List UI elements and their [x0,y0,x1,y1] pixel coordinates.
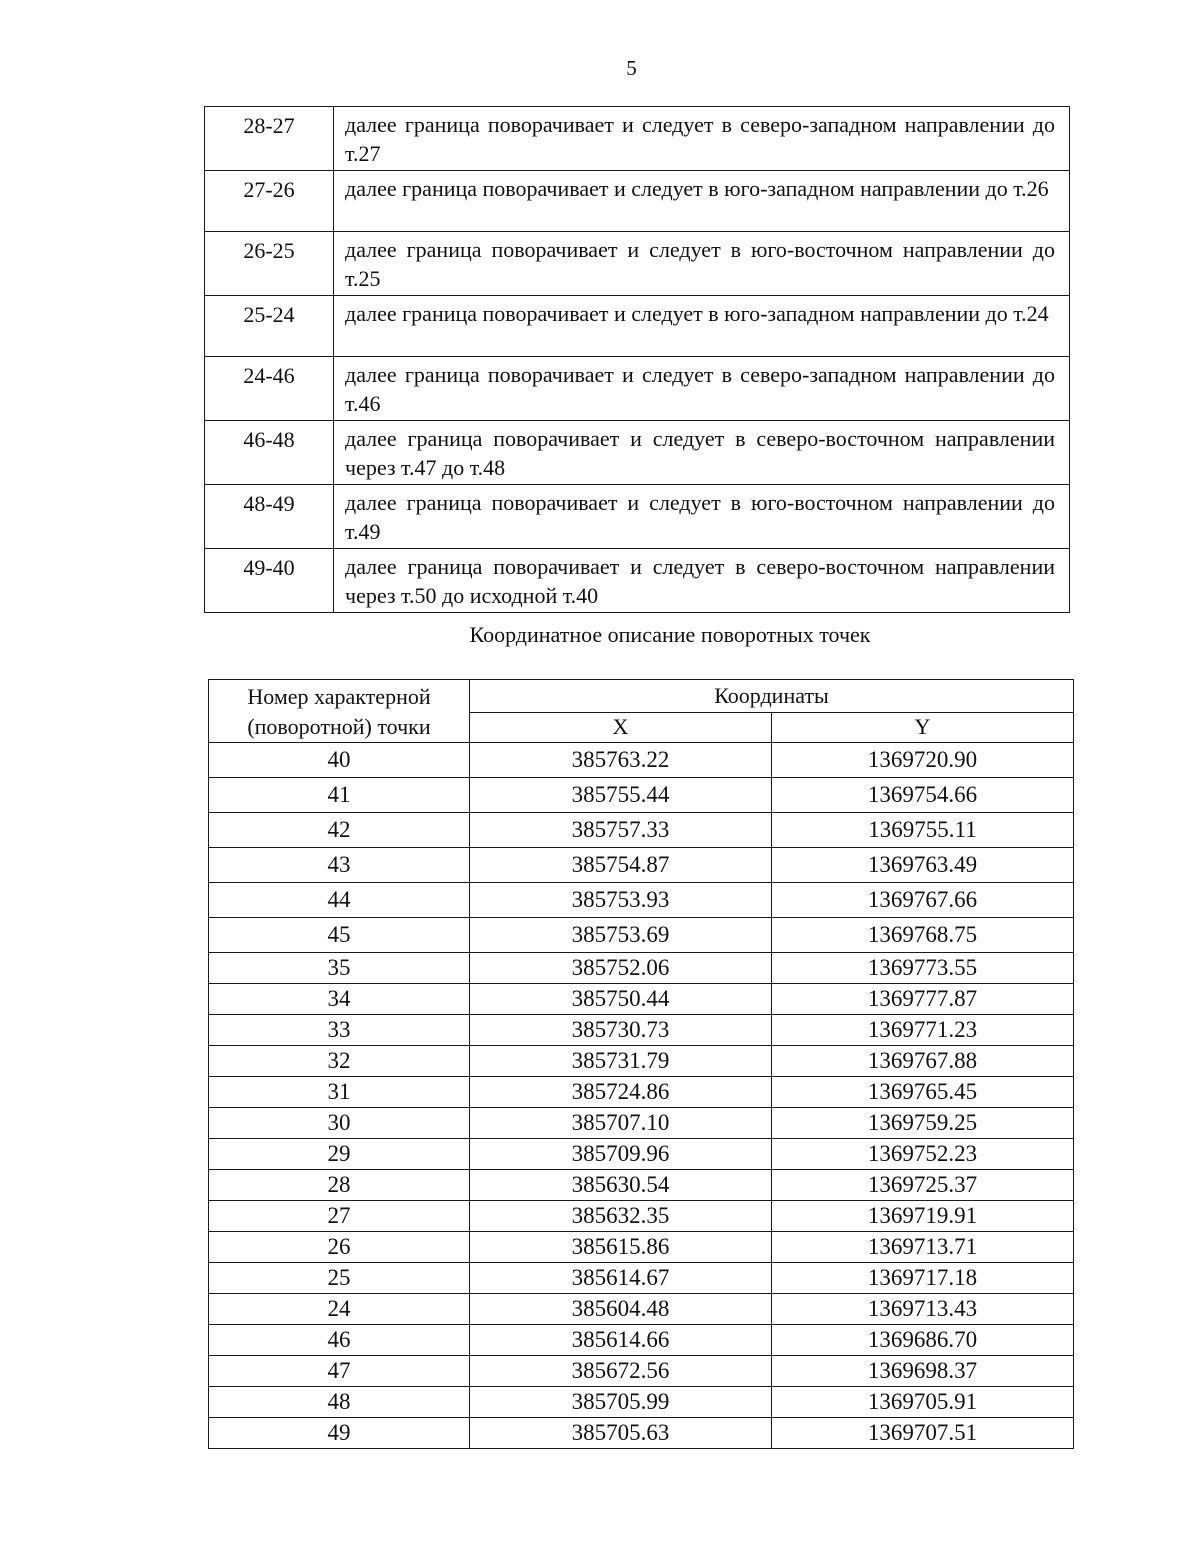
x-coordinate-cell: 385614.66 [470,1325,772,1356]
table-row [205,171,1070,232]
point-number-cell: 44 [209,883,470,918]
point-number-cell: 43 [209,848,470,883]
x-header: X [470,712,772,742]
y-coordinate-cell: 1369767.66 [772,883,1074,918]
x-coordinate-cell: 385750.44 [470,984,772,1015]
x-coordinate-cell: 385615.86 [470,1232,772,1263]
table-row [209,1108,1074,1139]
description-cell: далее граница поворачивает и следует в юго-восточном направлении до т.49 [334,485,1070,549]
y-coordinate-cell: 1369754.66 [772,778,1074,813]
table-row [209,1015,1074,1046]
x-coordinate-cell: 385753.93 [470,883,772,918]
table-row [209,1077,1074,1108]
segment-cell: 46-48 [205,421,334,485]
table-row [209,1046,1074,1077]
x-coordinate-cell: 385755.44 [470,778,772,813]
table-row [209,778,1074,813]
y-coordinate-cell: 1369777.87 [772,984,1074,1015]
point-number-header: Номер характерной (поворотной) точки [209,680,470,743]
table-row [209,1170,1074,1201]
point-number-cell: 26 [209,1232,470,1263]
x-coordinate-cell: 385632.35 [470,1201,772,1232]
segment-cell: 27-26 [205,171,334,232]
table-row [209,848,1074,883]
table-row [209,883,1074,918]
point-number-cell: 28 [209,1170,470,1201]
y-coordinate-cell: 1369698.37 [772,1356,1074,1387]
segment-cell: 25-24 [205,296,334,357]
point-number-cell: 46 [209,1325,470,1356]
y-coordinate-cell: 1369755.11 [772,813,1074,848]
table-row [209,953,1074,984]
x-coordinate-cell: 385752.06 [470,953,772,984]
point-number-cell: 35 [209,953,470,984]
segment-cell: 24-46 [205,357,334,421]
table-row [205,232,1070,296]
x-coordinate-cell: 385724.86 [470,1077,772,1108]
point-number-cell: 41 [209,778,470,813]
x-coordinate-cell: 385753.69 [470,918,772,953]
x-coordinate-cell: 385763.22 [470,743,772,778]
table-row [209,1387,1074,1418]
y-coordinate-cell: 1369771.23 [772,1015,1074,1046]
description-cell: далее граница поворачивает и следует в юго-западном направлении до т.24 [334,296,1070,357]
description-cell: далее граница поворачивает и следует в северо-восточном направлении через т.47 до т.48 [334,421,1070,485]
point-number-cell: 33 [209,1015,470,1046]
x-coordinate-cell: 385754.87 [470,848,772,883]
description-cell: далее граница поворачивает и следует в северо-восточном направлении через т.50 до исходной т.40 [334,549,1070,613]
segment-cell: 48-49 [205,485,334,549]
segment-cell: 28-27 [205,107,334,171]
point-number-cell: 47 [209,1356,470,1387]
point-number-cell: 31 [209,1077,470,1108]
coordinates-header: Координаты [470,680,1074,713]
x-coordinate-cell: 385604.48 [470,1294,772,1325]
y-coordinate-cell: 1369767.88 [772,1046,1074,1077]
table-row [209,1201,1074,1232]
table-row [209,1232,1074,1263]
point-number-cell: 32 [209,1046,470,1077]
x-coordinate-cell: 385707.10 [470,1108,772,1139]
description-cell: далее граница поворачивает и следует в северо-западном направлении до т.46 [334,357,1070,421]
y-coordinate-cell: 1369725.37 [772,1170,1074,1201]
table-row [209,1263,1074,1294]
x-coordinate-cell: 385705.63 [470,1418,772,1449]
point-number-cell: 27 [209,1201,470,1232]
point-number-cell: 49 [209,1418,470,1449]
point-number-cell: 34 [209,984,470,1015]
table-row [209,1418,1074,1449]
description-cell: далее граница поворачивает и следует в северо-западном направлении до т.27 [334,107,1070,171]
segment-cell: 49-40 [205,549,334,613]
x-coordinate-cell: 385630.54 [470,1170,772,1201]
y-coordinate-cell: 1369705.91 [772,1387,1074,1418]
y-coordinate-cell: 1369768.75 [772,918,1074,953]
y-coordinate-cell: 1369717.18 [772,1263,1074,1294]
page-number: 5 [626,56,637,80]
table-row [209,1294,1074,1325]
point-number-cell: 25 [209,1263,470,1294]
table-row [209,1139,1074,1170]
y-coordinate-cell: 1369707.51 [772,1418,1074,1449]
table-row [209,918,1074,953]
table-row [209,1356,1074,1387]
description-cell: далее граница поворачивает и следует в юго-западном направлении до т.26 [334,171,1070,232]
header-row [209,680,1074,713]
y-header: Y [772,712,1074,742]
table-row [205,357,1070,421]
segment-cell: 26-25 [205,232,334,296]
point-number-cell: 40 [209,743,470,778]
y-coordinate-cell: 1369759.25 [772,1108,1074,1139]
x-coordinate-cell: 385705.99 [470,1387,772,1418]
point-number-cell: 48 [209,1387,470,1418]
point-number-cell: 45 [209,918,470,953]
table-row [205,549,1070,613]
section-title: Координатное описание поворотных точек [469,622,871,647]
point-number-cell: 29 [209,1139,470,1170]
y-coordinate-cell: 1369763.49 [772,848,1074,883]
y-coordinate-cell: 1369719.91 [772,1201,1074,1232]
y-coordinate-cell: 1369713.71 [772,1232,1074,1263]
x-coordinate-cell: 385731.79 [470,1046,772,1077]
coordinates-table [208,679,1074,1449]
x-coordinate-cell: 385614.67 [470,1263,772,1294]
table-row [209,1325,1074,1356]
y-coordinate-cell: 1369773.55 [772,953,1074,984]
x-coordinate-cell: 385709.96 [470,1139,772,1170]
x-coordinate-cell: 385672.56 [470,1356,772,1387]
y-coordinate-cell: 1369752.23 [772,1139,1074,1170]
x-coordinate-cell: 385757.33 [470,813,772,848]
y-coordinate-cell: 1369765.45 [772,1077,1074,1108]
point-number-cell: 30 [209,1108,470,1139]
point-number-cell: 24 [209,1294,470,1325]
y-coordinate-cell: 1369686.70 [772,1325,1074,1356]
table-row [205,421,1070,485]
y-coordinate-cell: 1369713.43 [772,1294,1074,1325]
table-row [209,813,1074,848]
boundary-description-table [204,106,1070,613]
table-row [209,984,1074,1015]
table-row [205,107,1070,171]
table-row [205,296,1070,357]
point-number-cell: 42 [209,813,470,848]
table-row [209,743,1074,778]
y-coordinate-cell: 1369720.90 [772,743,1074,778]
table-row [205,485,1070,549]
description-cell: далее граница поворачивает и следует в юго-восточном направлении до т.25 [334,232,1070,296]
x-coordinate-cell: 385730.73 [470,1015,772,1046]
